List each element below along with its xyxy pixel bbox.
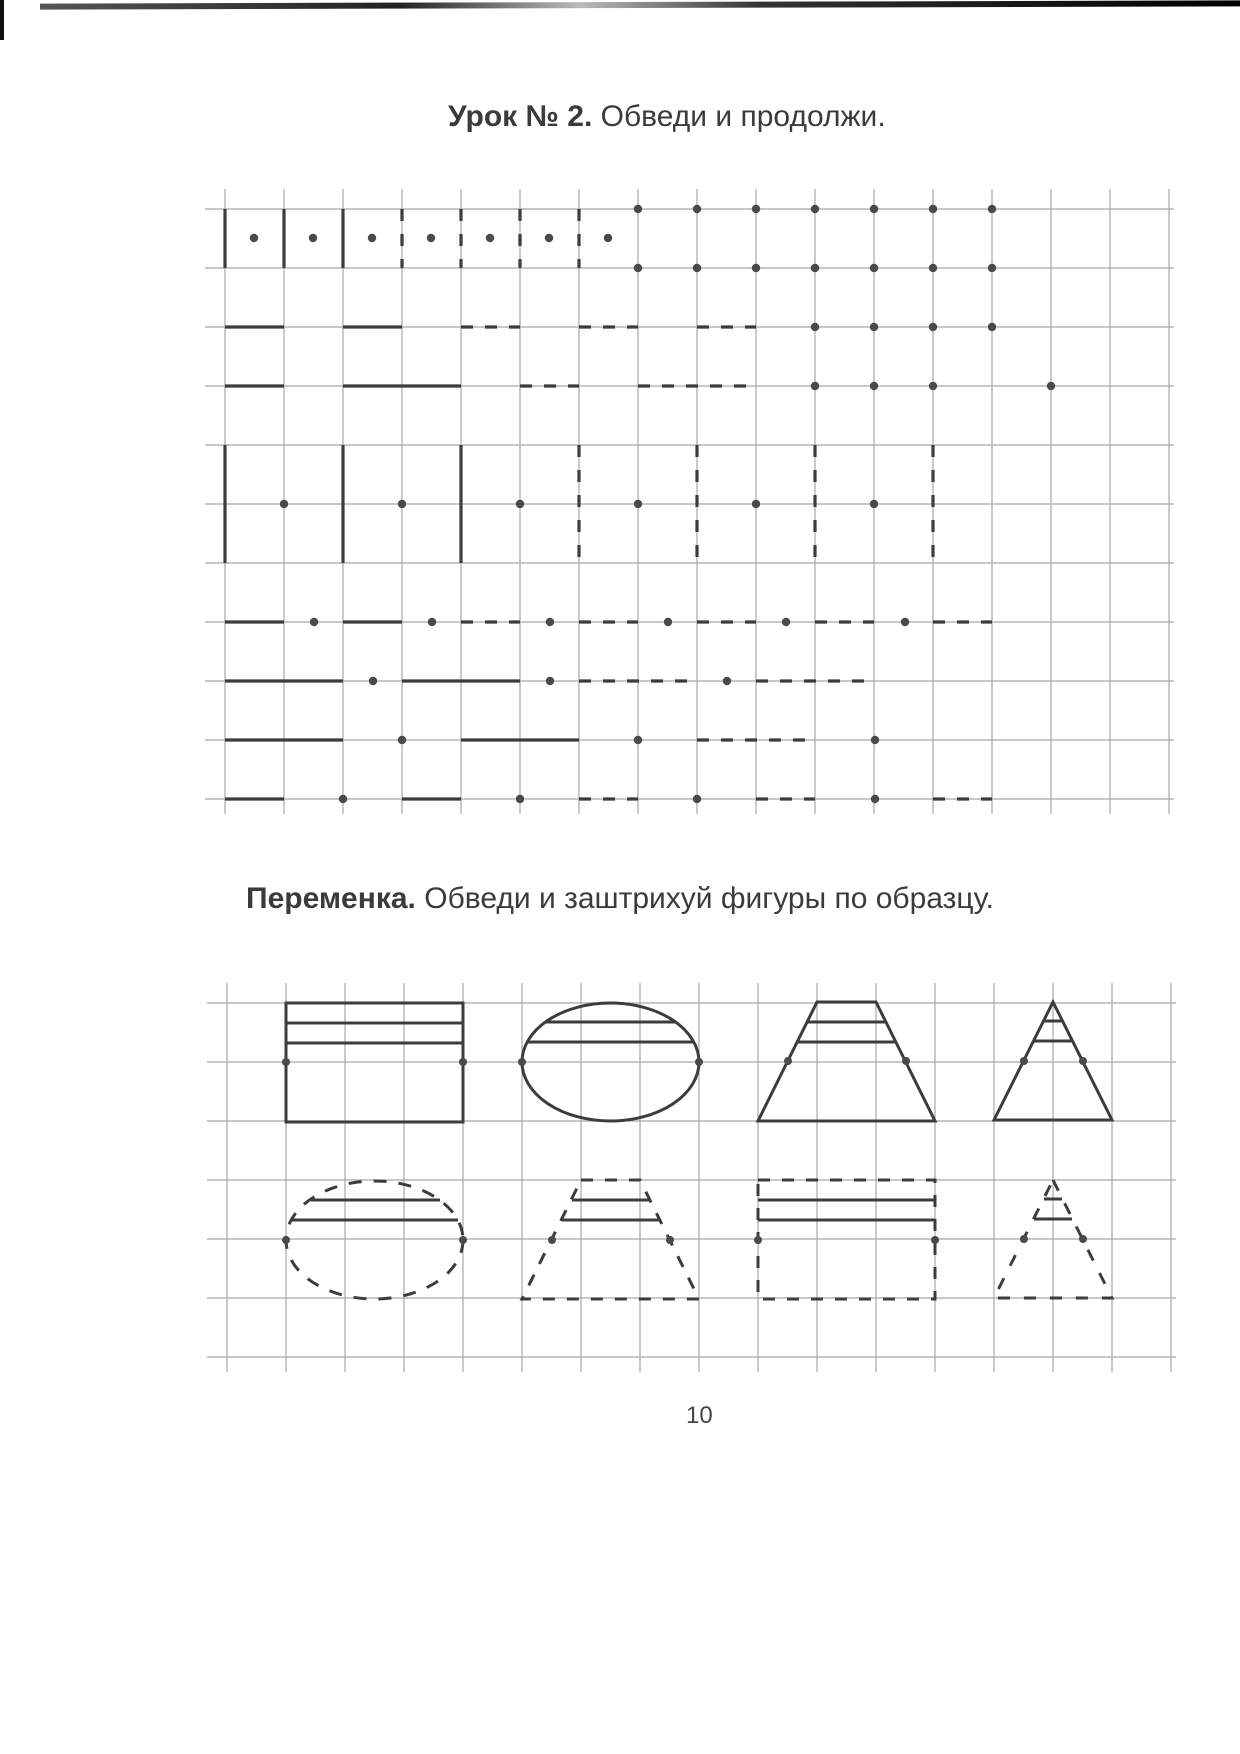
guide-dot (428, 618, 436, 626)
break-instruction: Обведи и заштрихуй фигуры по образцу. (415, 882, 994, 915)
guide-dot (752, 264, 760, 272)
guide-dot (870, 205, 878, 213)
guide-dot (368, 234, 376, 242)
guide-dot (604, 234, 612, 242)
guide-dot (546, 618, 554, 626)
guide-dot (634, 205, 642, 213)
guide-dot (811, 264, 819, 272)
guide-dot (516, 500, 524, 508)
lesson-label: Урок № 2. (448, 100, 593, 133)
lesson-instruction: Обведи и продолжи. (592, 100, 886, 133)
guide-dot (752, 205, 760, 213)
guide-dot (339, 795, 347, 803)
guide-dot (250, 234, 258, 242)
guide-dot (545, 234, 553, 242)
task-ellipse (282, 1181, 467, 1299)
guide-dot (634, 500, 642, 508)
guide-dot (546, 677, 554, 685)
guide-dot (811, 205, 819, 213)
guide-dot (634, 264, 642, 272)
guide-dot (664, 618, 672, 626)
guide-dot (486, 234, 494, 242)
guide-dot (901, 618, 909, 626)
guide-dot (398, 500, 406, 508)
guide-dot (369, 677, 377, 685)
break-label: Переменка. (246, 882, 416, 915)
guide-dot (310, 618, 318, 626)
guide-dot (871, 736, 879, 744)
guide-dot (280, 500, 288, 508)
guide-dot (988, 205, 996, 213)
guide-dot (870, 264, 878, 272)
guide-dot (1047, 382, 1055, 390)
guide-dot (693, 264, 701, 272)
page-number: 10 (686, 1402, 713, 1429)
guide-dot (723, 677, 731, 685)
guide-dot (309, 234, 317, 242)
guide-dot (929, 323, 937, 331)
guide-dot (811, 323, 819, 331)
guide-dot (693, 205, 701, 213)
guide-dot (988, 264, 996, 272)
guide-dot (693, 795, 701, 803)
guide-dot (988, 323, 996, 331)
guide-dot (752, 500, 760, 508)
guide-dot (516, 795, 524, 803)
guide-dot (870, 500, 878, 508)
guide-dot (929, 205, 937, 213)
guide-dot (782, 618, 790, 626)
guide-dot (870, 382, 878, 390)
guide-dot (811, 382, 819, 390)
guide-dot (634, 736, 642, 744)
guide-dot (427, 234, 435, 242)
guide-dot (398, 736, 406, 744)
guide-dot (929, 382, 937, 390)
grid-exercise-1 (205, 189, 1174, 814)
guide-dot (870, 323, 878, 331)
guide-dot (929, 264, 937, 272)
guide-dot (871, 795, 879, 803)
